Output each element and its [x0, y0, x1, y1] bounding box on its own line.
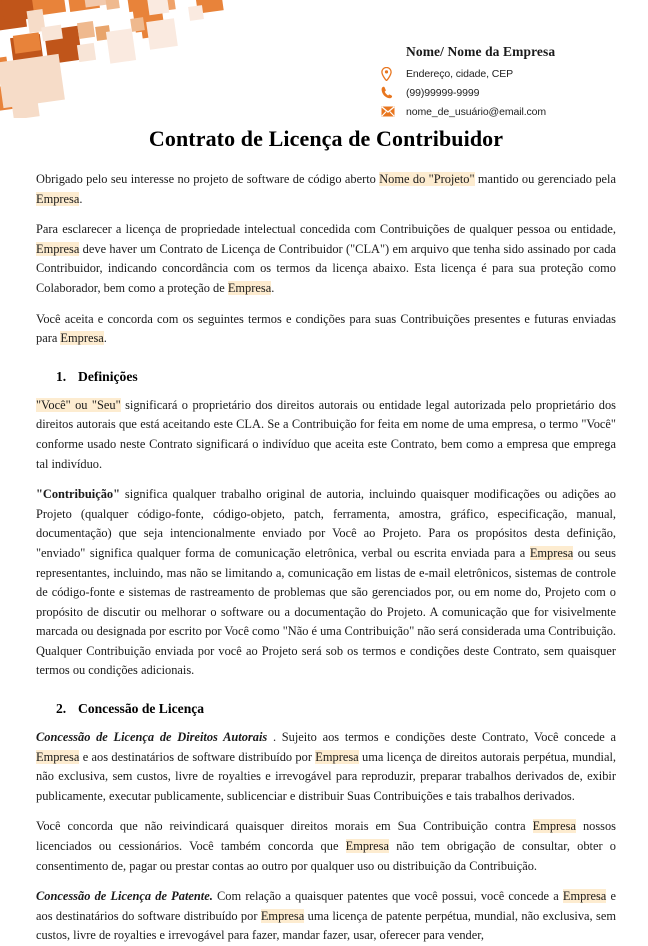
deco-square [194, 0, 223, 14]
deco-square [147, 0, 170, 15]
deco-square [66, 0, 100, 12]
highlight-company: Empresa [532, 819, 576, 834]
intro-paragraph-1 [36, 170, 616, 209]
text-run: Para esclarecer a licença de propriedade intelectual concedida com Contribuições de qualquer pessoa ou entidade, [36, 222, 616, 237]
deco-square [41, 25, 63, 42]
highlight-company: Empresa [60, 331, 104, 346]
highlight-company: Empresa [260, 908, 305, 923]
contact-row-phone [375, 84, 590, 101]
text-run: deve haver um Contrato de Licença de Contribuidor ("CLA") em arquivo que tenha sido assinado por cada Contribuidor, indicando concordância com os termos da licença abaixo. Esta licença é para sua proteção como Colaborador, bem como a proteção de [36, 241, 616, 295]
text-run: uma licença de patente perpétua, mundial, não exclusiva, sem custos, livre de royalties e irrevogável para fazer, mandar fazer, usar, oferecer para vender, [36, 908, 616, 943]
deco-square [125, 0, 161, 12]
text-run: e aos destinatários de software distribuído por [79, 749, 316, 764]
deco-square [0, 0, 27, 33]
highlight-company: Empresa [36, 749, 80, 764]
section-1-paragraph-2 [36, 485, 616, 681]
text-run: e aos destinatários do software distribuído por [36, 889, 616, 923]
highlight-company: Empresa [529, 545, 574, 560]
section-number: 1. [56, 368, 67, 384]
highlight-company: Empresa [345, 839, 389, 854]
deco-square [106, 28, 136, 63]
deco-square [0, 57, 9, 82]
deco-square [105, 0, 120, 10]
email-text: nome_de_usuário@email.com [406, 105, 547, 118]
contact-row-address [375, 65, 590, 82]
text-run: significa qualquer trabalho original de autoria, incluindo quaisquer modificações ou adições ao Projeto (qualquer código-fonte, código-objeto, patch, ferramenta, amostra, gráfico, especificação, manual, documentação) que seja intencionalmente enviado por Você ao Projeto. Para os propósitos desta definição, "enviado" significa qualquer forma de comunicação eletrônica, verbal ou escrita enviada para a [36, 487, 616, 560]
deco-square [0, 0, 38, 22]
deco-square [130, 17, 145, 32]
subsection-title-patente: Concessão de Licença de Patente. [36, 889, 213, 904]
deco-square [30, 0, 66, 16]
intro-paragraph-2 [36, 220, 616, 298]
deco-square [10, 90, 39, 118]
text-run: Com relação a quaisquer patentes que você possui, você concede a [212, 889, 563, 904]
highlight-project-name: Nome do "Projeto" [379, 172, 475, 186]
text-run: Obrigado pelo seu interesse no projeto de software de código aberto [36, 172, 380, 186]
highlight-voce-seu: "Você" ou "Seu" [36, 397, 121, 412]
phone-icon [375, 86, 406, 99]
subsection-title-direitos-autorais: Concessão de Licença de Direitos Autorais [36, 730, 268, 745]
deco-square [82, 0, 109, 8]
section-2-paragraph-1 [36, 728, 616, 806]
text-run: mantido ou gerenciado pela [474, 172, 616, 186]
intro-paragraph-3 [36, 310, 616, 349]
phone-text: (99)99999-9999 [406, 86, 480, 99]
highlight-company: Empresa [227, 280, 272, 295]
address-text: Endereço, cidade, CEP [406, 67, 514, 80]
deco-square [146, 18, 178, 50]
section-title: Definições [78, 368, 138, 384]
text-run: Você concorda que não reivindicará quaisquer direitos morais em Sua Contribuição contra [36, 819, 533, 834]
section-1-paragraph-1 [36, 396, 616, 474]
contact-row-email [375, 103, 590, 120]
text-run: . [103, 331, 107, 346]
deco-square [140, 13, 166, 39]
section-2-paragraph-3 [36, 887, 616, 946]
deco-square [95, 25, 111, 41]
highlight-company: Empresa [562, 889, 607, 904]
deco-square [188, 5, 204, 21]
section-title: Concessão de Licença [78, 701, 205, 717]
document-body [0, 126, 648, 946]
text-run: significará o proprietário dos direitos autorais ou entidade legal autorizada pelo proprietário dos direitos autorais que está aceitando este CLA. Se a Contribuição for feita em nome de uma empresa, o termo "Você" conforme usado neste Contrato significará o indivíduo que aceita este Contrato, bem como a empresa que emprega tal indivíduo. [36, 397, 616, 471]
deco-square [13, 32, 41, 53]
section-number: 2. [56, 701, 67, 717]
deco-square [0, 84, 18, 111]
contact-block [375, 44, 590, 122]
deco-square [132, 4, 160, 32]
section-heading-concessao-de-licenca [36, 701, 616, 717]
page-title: Contrato de Licença de Contribuidor [148, 126, 504, 151]
text-run: ou seus representantes, incluindo, mas não se limitando a, comunicação em listas de e-mail eletrônicos, sistemas de controle de código-fonte e sistemas de rastreamento de problemas que são gerenciados por, ou em nome do, Projeto com o propósito de discutir ou melhorar o software ou a documentação do Projeto. A comunicação que for visivelmente marcada ou designada por escrito por Você como "Não é uma Contribuição" não será considerada uma Contribuição. Qualquer Contribuição enviada por você ao Projeto será sob os termos e condições deste Contrato, sem quaisquer termos ou condições adicionais. [36, 545, 616, 678]
deco-square [162, 0, 176, 11]
text-run: uma licença de direitos autorais perpétua, mundial, não exclusiva, sem custos, livre de royalties e irrevogável para reproduzir, preparar trabalhos derivados de, exibir publicamente, executar publicamente, sublicenciar e distribuir Suas Contribuições e tais trabalhos derivados. [36, 749, 616, 803]
page-header [0, 0, 648, 118]
section-heading-definicoes [36, 369, 616, 385]
deco-square [77, 21, 95, 39]
highlight-company: Empresa [36, 241, 80, 256]
term-contribuicao: "Contribuição" [36, 487, 120, 502]
text-run: nossos licenciados ou cessionários. Você também concorda que [36, 819, 616, 854]
section-2-paragraph-2 [36, 817, 616, 876]
deco-square [0, 54, 65, 108]
highlight-company: Empresa [36, 191, 80, 206]
text-run: Você aceita e concorda com os seguintes termos e condições para suas Contribuições presentes e futuras enviadas para [36, 311, 616, 346]
text-run: . Sujeito aos termos e condições deste Contrato, Você concede a [267, 730, 616, 745]
highlight-company: Empresa [315, 749, 359, 764]
location-pin-icon [375, 67, 406, 81]
deco-square [27, 9, 46, 33]
deco-square [44, 26, 82, 64]
orange-squares-mosaic [0, 0, 330, 118]
text-run: . [79, 191, 83, 206]
company-name: Nome/ Nome da Empresa [406, 44, 556, 59]
deco-square [10, 34, 44, 68]
envelope-icon [375, 106, 406, 117]
text-run: não tem obrigação de consultar, obter o consentimento de, pagar ou prestar contas ao outro por qualquer uso ou distribuição da Contribuição. [36, 839, 617, 873]
text-run: . [271, 280, 275, 295]
deco-square [77, 43, 96, 62]
